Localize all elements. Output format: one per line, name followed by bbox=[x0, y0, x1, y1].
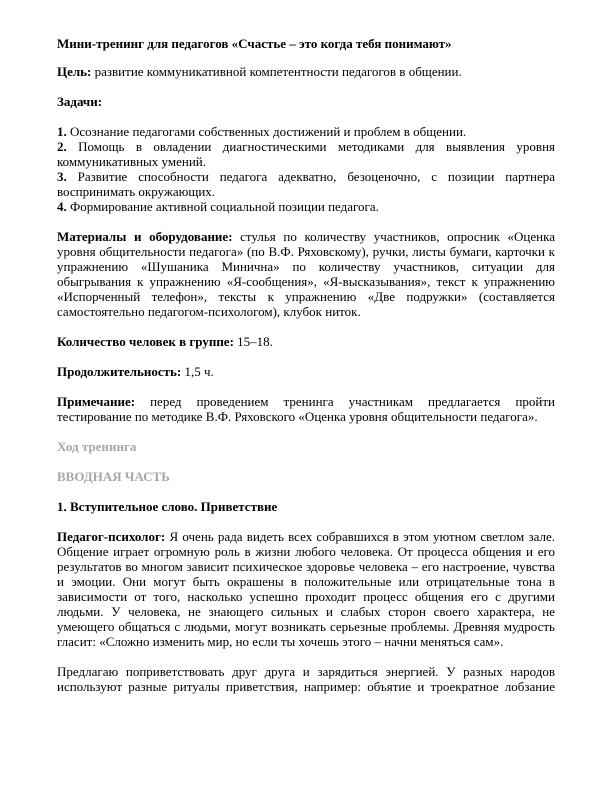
task-item bbox=[57, 199, 555, 214]
task-text: Развитие способности педагога адекватно, безоценочно, с позиции партнера воспринимать окружающих. bbox=[57, 169, 555, 199]
group-size-paragraph bbox=[57, 334, 555, 349]
note-paragraph bbox=[57, 394, 555, 424]
psychologist-text: Я очень рада видеть всех собравшихся в этом уютном светлом зале. Общение играет огромную роль в жизни любого человека. От процесса общения и его результатов во многом зависит психическое здоровье человека – его настроение, чувства и эмоции. Они могут быть окрашены в положительные или отрицательные тона в зависимости от того, насколько успешно проходит процесс общения его с другими людьми. У человека, не знающего сильных и слабых сторон своего характера, не умеющего общаться с людьми, могут возникать серьезные проблемы. Древняя мудрость гласит: «Сложно изменить мир, но если ты хочешь этого – начни меняться сам». bbox=[57, 529, 555, 649]
goal-text: развитие коммуникативной компетентности педагогов в общении. bbox=[94, 64, 462, 79]
group-size-label: Количество человек в группе: bbox=[57, 334, 234, 349]
tasks-heading-label: Задачи: bbox=[57, 94, 103, 109]
document-title: Мини-тренинг для педагогов «Счастье – это когда тебя понимают» bbox=[57, 36, 452, 51]
task-number: 2. bbox=[57, 139, 67, 154]
task-text: Осознание педагогами собственных достижений и проблем в общении. bbox=[70, 124, 467, 139]
tasks-list bbox=[57, 124, 555, 214]
task-item bbox=[57, 124, 555, 139]
goal-label: Цель: bbox=[57, 64, 92, 79]
task-text: Помощь в овладении диагностическими методиками для выявления уровня коммуникативных умений. bbox=[57, 139, 556, 169]
part-heading-introductory-part: ВВОДНАЯ ЧАСТЬ bbox=[57, 469, 170, 484]
note-label: Примечание: bbox=[57, 394, 136, 409]
step-heading-opening-greeting: 1. Вступительное слово. Приветствие bbox=[57, 499, 278, 514]
psychologist-paragraph bbox=[57, 529, 555, 649]
task-number: 3. bbox=[57, 169, 67, 184]
materials-text: стулья по количеству участников, опросник «Оценка уровня общительности педагога» (по В.Ф. Ряховскому), ручки, листы бумаги, карточки к упражнению «Шушаника Минична» по количеству участников, ситуации для обыгрывания к упражнению «Я-сообщения», «Я-высказывания», текст к упражнению «Испорченный телефон», тексты к упражнению «Две подружки» (составляется самостоятельно педагогом-психологом), клубок ниток. bbox=[57, 229, 555, 319]
group-size-text: 15–18. bbox=[237, 334, 273, 349]
note-text: перед проведением тренинга участникам предлагается пройти тестирование по методике В.Ф. Ряховского «Оценка уровня общительности педагога». bbox=[57, 394, 555, 424]
section-heading-training-course: Ход тренинга bbox=[57, 439, 137, 454]
tasks-heading bbox=[57, 94, 555, 109]
goal-paragraph bbox=[57, 64, 555, 79]
duration-label: Продолжительность: bbox=[57, 364, 182, 379]
duration-paragraph bbox=[57, 364, 555, 379]
task-number: 1. bbox=[57, 124, 67, 139]
materials-label: Материалы и оборудование: bbox=[57, 229, 233, 244]
task-number: 4. bbox=[57, 199, 67, 214]
closing-paragraph: Предлагаю поприветствовать друг друга и зарядиться энергией. У разных народов используют разные ритуалы приветствия, например: объятие и троекратное лобзание bbox=[57, 664, 555, 694]
duration-text: 1,5 ч. bbox=[184, 364, 214, 379]
materials-paragraph bbox=[57, 229, 555, 319]
task-text: Формирование активной социальной позиции педагога. bbox=[70, 199, 379, 214]
task-item bbox=[57, 139, 555, 169]
task-item bbox=[57, 169, 555, 199]
psychologist-label: Педагог-психолог: bbox=[57, 529, 166, 544]
